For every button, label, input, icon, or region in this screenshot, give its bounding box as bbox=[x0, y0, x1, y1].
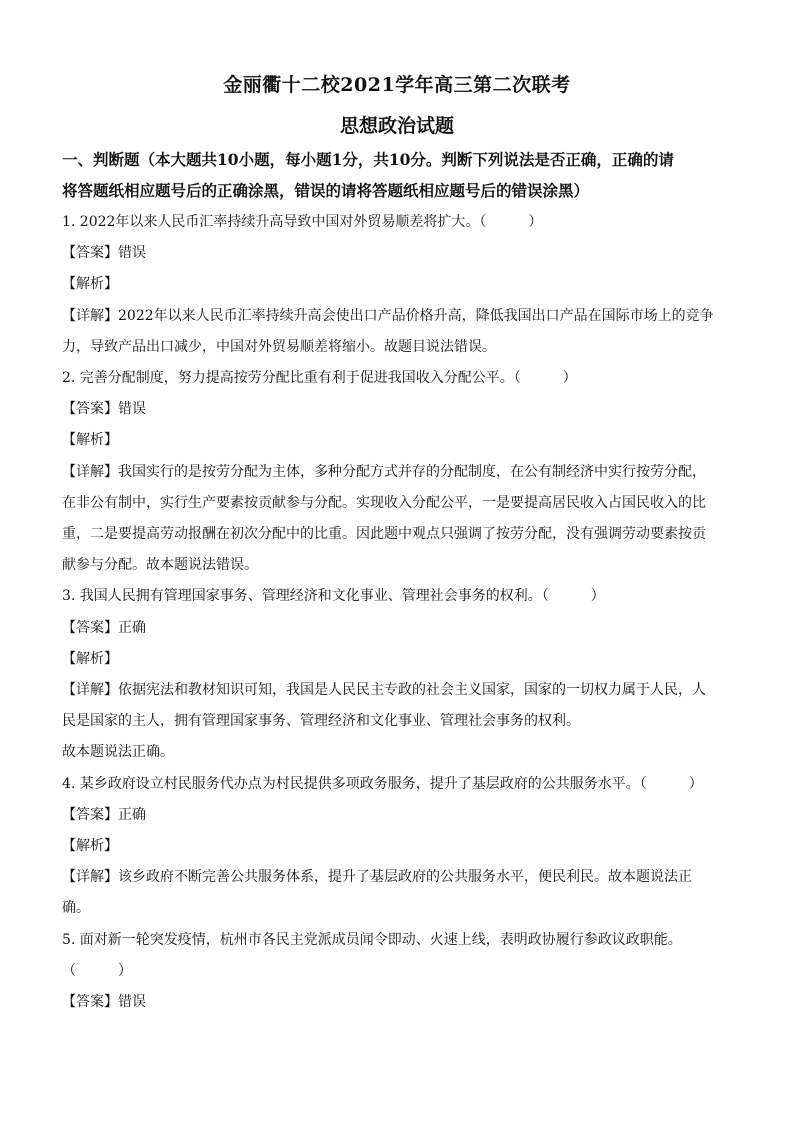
question-2-analysis-label: 【解析】 bbox=[62, 432, 118, 448]
detail-label: 【详解】 bbox=[62, 869, 118, 885]
detail-text: 该乡政府不断完善公共服务体系，提升了基层政府的公共服务水平，便民利民。故本题说法正 bbox=[118, 869, 692, 885]
question-5-stem: 5. 面对新一轮突发疫情，杭州市各民主党派成员闻令即动、火速上线，表明政协履行参政议政职能。 bbox=[62, 932, 682, 948]
detail-label: 【详解】 bbox=[62, 682, 118, 698]
answer-value: 正确 bbox=[118, 620, 146, 636]
section-heading-line-2: 将答题纸相应题号后的正确涂黑，错误的请将答题纸相应题号后的错误涂黑） bbox=[62, 181, 590, 200]
exam-subtitle: 思想政治试题 bbox=[339, 115, 454, 137]
question-4-answer bbox=[62, 805, 732, 825]
question-1-analysis-label: 【解析】 bbox=[62, 276, 118, 292]
question-4-detail-line-1 bbox=[62, 867, 732, 887]
section-heading bbox=[62, 144, 732, 206]
question-5-stem-cont: （ ） bbox=[62, 963, 132, 979]
question-3-analysis-label: 【解析】 bbox=[62, 651, 118, 667]
question-1-detail-line-1 bbox=[62, 306, 732, 326]
question-4-detail-line-2: 确。 bbox=[62, 900, 90, 916]
question-4-stem: 4. 某乡政府设立村民服务代办点为村民提供多项政务服务，提升了基层政府的公共服务水平。（ ） bbox=[62, 776, 703, 792]
question-1-stem: 1. 2022年以来人民币汇率持续升高导致中国对外贸易顺差将扩大。（ ） bbox=[62, 214, 543, 230]
exam-title: 金丽衢十二校2021学年高三第二次联考 bbox=[223, 74, 571, 96]
question-4-analysis-label: 【解析】 bbox=[62, 838, 118, 854]
question-2-answer bbox=[62, 399, 732, 419]
question-5-answer bbox=[62, 992, 732, 1012]
question-2-detail-line-1 bbox=[62, 462, 732, 482]
section-heading-line-1: 一、判断题（本大题共10小题，每小题1分，共10分。判断下列说法是否正确，正确的请 bbox=[62, 150, 674, 169]
question-1-detail-line-2: 力，导致产品出口减少，中国对外贸易顺差将缩小。故题目说法错误。 bbox=[62, 339, 496, 355]
detail-text: 2022年以来人民币汇率持续升高会使出口产品价格升高，降低我国出口产品在国际市场上的竞争 bbox=[118, 308, 714, 324]
question-3-answer bbox=[62, 618, 732, 638]
question-3-detail-line-2: 民是国家的主人，拥有管理国家事务、管理经济和文化事业、管理社会事务的权利。 bbox=[62, 713, 580, 729]
question-3-stem: 3. 我国人民拥有管理国家事务、管理经济和文化事业、管理社会事务的权利。（ ） bbox=[62, 588, 605, 604]
answer-label: 【答案】 bbox=[62, 807, 118, 823]
question-3-detail-line-1 bbox=[62, 680, 732, 700]
answer-value: 错误 bbox=[118, 401, 146, 417]
answer-label: 【答案】 bbox=[62, 994, 118, 1010]
detail-label: 【详解】 bbox=[62, 308, 118, 324]
question-2-detail-line-2: 在非公有制中，实行生产要素按贡献参与分配。实现收入分配公平，一是要提高居民收入占国民收入的比 bbox=[62, 495, 706, 511]
question-2-detail-line-3: 重，二是要提高劳动报酬在初次分配中的比重。因此题中观点只强调了按劳分配，没有强调劳动要素按贡 bbox=[62, 526, 706, 542]
answer-label: 【答案】 bbox=[62, 401, 118, 417]
answer-value: 正确 bbox=[118, 807, 146, 823]
answer-value: 错误 bbox=[118, 245, 146, 261]
detail-text: 我国实行的是按劳分配为主体，多种分配方式并存的分配制度，在公有制经济中实行按劳分配， bbox=[118, 464, 706, 480]
question-3-detail-line-3: 故本题说法正确。 bbox=[62, 744, 174, 760]
question-2-detail-line-4: 献参与分配。故本题说法错误。 bbox=[62, 557, 258, 573]
detail-text: 依据宪法和教材知识可知，我国是人民民主专政的社会主义国家，国家的一切权力属于人民，人 bbox=[118, 682, 706, 698]
question-1-answer bbox=[62, 243, 732, 263]
answer-value: 错误 bbox=[118, 994, 146, 1010]
answer-label: 【答案】 bbox=[62, 620, 118, 636]
detail-label: 【详解】 bbox=[62, 464, 118, 480]
question-2-stem: 2. 完善分配制度，努力提高按劳分配比重有利于促进我国收入分配公平。（ ） bbox=[62, 370, 577, 386]
answer-label: 【答案】 bbox=[62, 245, 118, 261]
